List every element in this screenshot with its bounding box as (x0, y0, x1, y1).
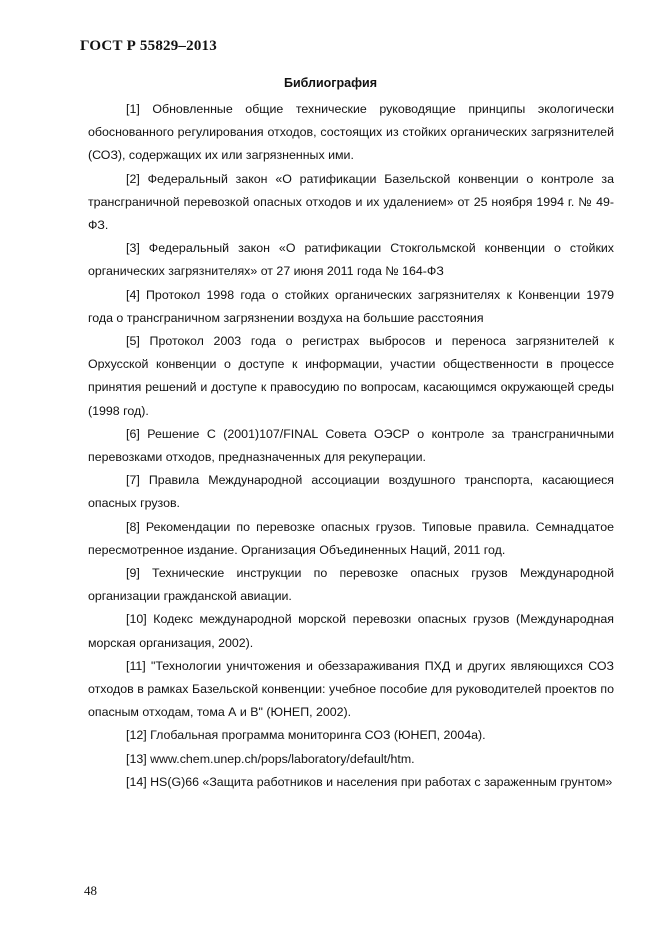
bibliography-list (88, 98, 614, 794)
bibliography-entry: [3] Федеральный закон «О ратификации Стокгольмской конвенции о стойких органических загрязнителях» от 27 июня 2011 года № 164-ФЗ (88, 241, 614, 279)
bibliography-entry: [8] Рекомендации по перевозке опасных грузов. Типовые правила. Семнадцатое пересмотренное издание. Организация Объединенных Наций, 2011 год. (88, 519, 614, 557)
bibliography-entry: [2] Федеральный закон «О ратификации Базельской конвенции о контроле за трансграничной перевозкой опасных отходов и их удалением» от 25 ноября 1994 г. № 49-ФЗ. (88, 171, 614, 233)
document-code: ГОСТ Р 55829–2013 (80, 38, 217, 54)
bibliography-entry: [11] "Технологии уничтожения и обеззараживания ПХД и других являющихся СОЗ отходов в рамках Базельской конвенции: учебное пособие для руководителей проектов по опасным отходам, тома А и В" (ЮНЕП, 2002). (88, 658, 614, 720)
bibliography-entry: [6] Решение С (2001)107/FINAL Совета ОЭСР о контроле за трансграничными перевозками отходов, предназначенных для рекуперации. (88, 426, 614, 465)
bibliography-title: Библиография (283, 76, 378, 90)
page-number: 48 (84, 883, 97, 898)
bibliography-entry: [14] HS(G)66 «Защита работников и населения при работах с зараженным грунтом» (126, 774, 613, 789)
bibliography-entry: [4] Протокол 1998 года о стойких органических загрязнителях к Конвенции 1979 года о трансграничном загрязнении воздуха на большие расстояния (88, 287, 614, 325)
bibliography-entry: [7] Правила Международной ассоциации воздушного транспорта, касающиеся опасных грузов. (88, 473, 614, 511)
bibliography-entry: [5] Протокол 2003 года о регистрах выбросов и переноса загрязнителей к Орхусской конвенции о доступе к информации, участии общественности в процессе принятия решений и доступе к правосудию по вопросам, касающимся окружающей среды (1998 год). (88, 334, 614, 418)
bibliography-entry: [12] Глобальная программа мониторинга СОЗ (ЮНЕП, 2004а). (126, 728, 486, 743)
bibliography-entry: [10] Кодекс международной морской перевозки опасных грузов (Международная морская организация, 2002). (88, 612, 614, 650)
bibliography-entry: [9] Технические инструкции по перевозке опасных грузов Международной организации гражданской авиации. (88, 566, 614, 604)
bibliography-entry: [13] www.chem.unep.ch/pops/laboratory/default/htm. (126, 751, 415, 766)
bibliography-entry: [1] Обновленные общие технические руководящие принципы экологически обоснованного регулирования отходов, состоящих из стойких органических загрязнителей (СОЗ), содержащих их или загрязненных ими. (88, 102, 614, 163)
